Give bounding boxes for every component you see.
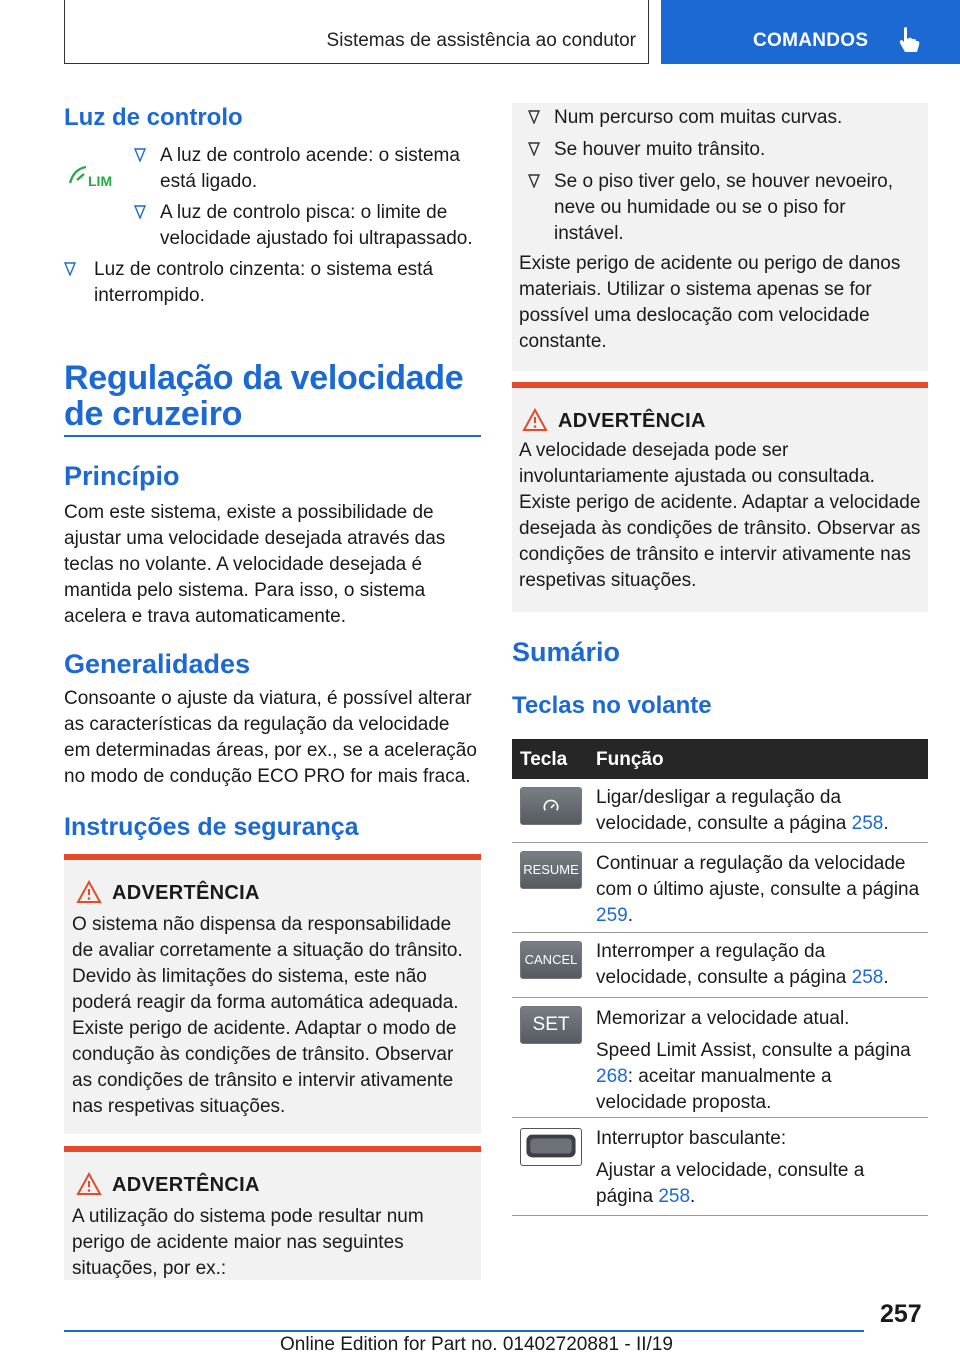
speed-limiter-icon (68, 163, 120, 191)
bullet-triangle-icon (134, 205, 146, 219)
table-row: Interruptor basculante: Ajustar a velocidade, consulte a página 258. (512, 1118, 928, 1216)
col-funcao: Função (596, 749, 664, 770)
warning-triangle-icon (522, 408, 548, 432)
page-number: 257 (880, 1300, 922, 1328)
section-title: Sistemas de assistência ao condutor (326, 30, 636, 51)
warning-text: Existe perigo de acidente ou perigo de danos materiais. Utilizar o sistema apenas se for possível uma deslocação com velocidade constante. (519, 253, 901, 352)
warning-heading: ADVERTÊNCIA (558, 410, 706, 432)
bullet-triangle-icon (64, 262, 76, 276)
bullet-triangle-icon (134, 148, 146, 162)
warning-bar (512, 382, 928, 388)
footer-edition: Online Edition for Part no. 01402720881 - II/19 (280, 1334, 673, 1355)
chapter-tab-label: COMANDOS (753, 30, 869, 51)
resume-key[interactable]: RESUME (520, 851, 582, 889)
warning-triangle-icon (76, 1172, 102, 1196)
seguranca-title: Instruções de segurança (64, 813, 359, 841)
sumario-title: Sumário (512, 637, 621, 667)
principio-title: Princípio (64, 461, 180, 491)
rocker-switch-icon (522, 1129, 580, 1163)
page-link[interactable]: 258 (851, 967, 884, 988)
warning-triangle-icon (76, 880, 102, 904)
warning-heading: ADVERTÊNCIA (112, 882, 260, 904)
main-title-line-2: de cruzeiro (64, 395, 243, 433)
set-key[interactable]: SET (520, 1006, 582, 1044)
luz-de-controlo-title: Luz de controlo (64, 104, 243, 131)
warning-box (512, 382, 928, 612)
table-row: Ligar/desligar a regulação da velocidade, consulte a página 258. (512, 779, 928, 843)
cruise-control-icon (541, 797, 561, 817)
table-row: RESUME Continuar a regulação da velocidade com o último ajuste, consulte a página 259. (512, 843, 928, 933)
page-link[interactable]: 268 (596, 1066, 628, 1087)
warning-bar (64, 854, 481, 860)
header-frame (64, 0, 649, 64)
footer-rule (64, 1330, 864, 1332)
chapter-tab[interactable] (661, 0, 960, 64)
lim-label: LIM (88, 173, 113, 189)
bullet-triangle-icon (528, 174, 540, 188)
warning-box (64, 1146, 481, 1280)
generalidades-title: Generalidades (64, 649, 251, 679)
warning-text: A utilização do sistema pode resultar num perigo de acidente maior nas seguintes situações, por ex.: (72, 1206, 424, 1279)
page-link[interactable]: 258 (851, 813, 884, 834)
warning-bar (64, 1146, 481, 1152)
cruise-control-key[interactable] (520, 787, 582, 825)
table-row: CANCEL Interromper a regulação da velocidade, consulte a página 258. (512, 933, 928, 998)
table-row: SET Memorizar a velocidade atual. Speed Limit Assist, consulte a página 268: aceitar manualmente a velocidade proposta. (512, 998, 928, 1118)
main-title-line-1: Regulação da velocidade (64, 359, 464, 397)
warning-continuation-box: Num percurso com muitas curvas. Se houver muito trânsito. Se o piso tiver gelo, se houver nevoeiro, neve ou humidade ou se o piso for instável. Existe perigo de acidente ou perigo de danos materiais. Utilizar o sistema apenas se for possível uma deslocação com velocidade constante. (512, 103, 928, 371)
title-rule (64, 435, 481, 437)
generalidades-text: Consoante o ajuste da viatura, é possível alterar as características da regulação da velocidade em determinadas áreas, por ex., se a aceleração no modo de condução ECO PRO for mais fraca. (64, 688, 477, 787)
warning-text: O sistema não dispensa da responsabilidade de avaliar corretamente a situação do trânsito. Devido às limitações do sistema, este não poderá reagir da forma automática adequada. Existe perigo de acidente. Adaptar o modo de condução às condições de trânsito. Observar as condições de trânsito e intervir ativamente nas respetivas situações. (72, 914, 463, 1117)
page-link[interactable]: 259 (596, 905, 628, 926)
rocker-switch-key[interactable] (520, 1128, 582, 1166)
principio-text: Com este sistema, existe a possibilidade de ajustar uma velocidade desejada através das teclas no volante. A velocidade desejada é mantida pelo sistema. Para isso, o sistema acelera e trava automaticamente. (64, 502, 446, 627)
bullet-triangle-icon (528, 110, 540, 124)
cancel-key[interactable]: CANCEL (520, 941, 582, 979)
page-link[interactable]: 258 (658, 1186, 691, 1207)
teclas-title: Teclas no volante (512, 692, 712, 719)
warning-box (64, 854, 481, 1134)
pointing-hand-icon (897, 26, 921, 54)
bullet-triangle-icon (528, 142, 540, 156)
warning-text: A velocidade desejada pode ser involuntariamente ajustada ou consultada. Existe perigo de acidente. Adaptar a velocidade desejada às condições de trânsito. Observar as condições de trânsito e intervir ativamente nas respetivas situações. (519, 440, 921, 591)
table-header (512, 739, 928, 779)
warning-heading: ADVERTÊNCIA (112, 1174, 260, 1196)
col-tecla: Tecla (520, 749, 568, 770)
